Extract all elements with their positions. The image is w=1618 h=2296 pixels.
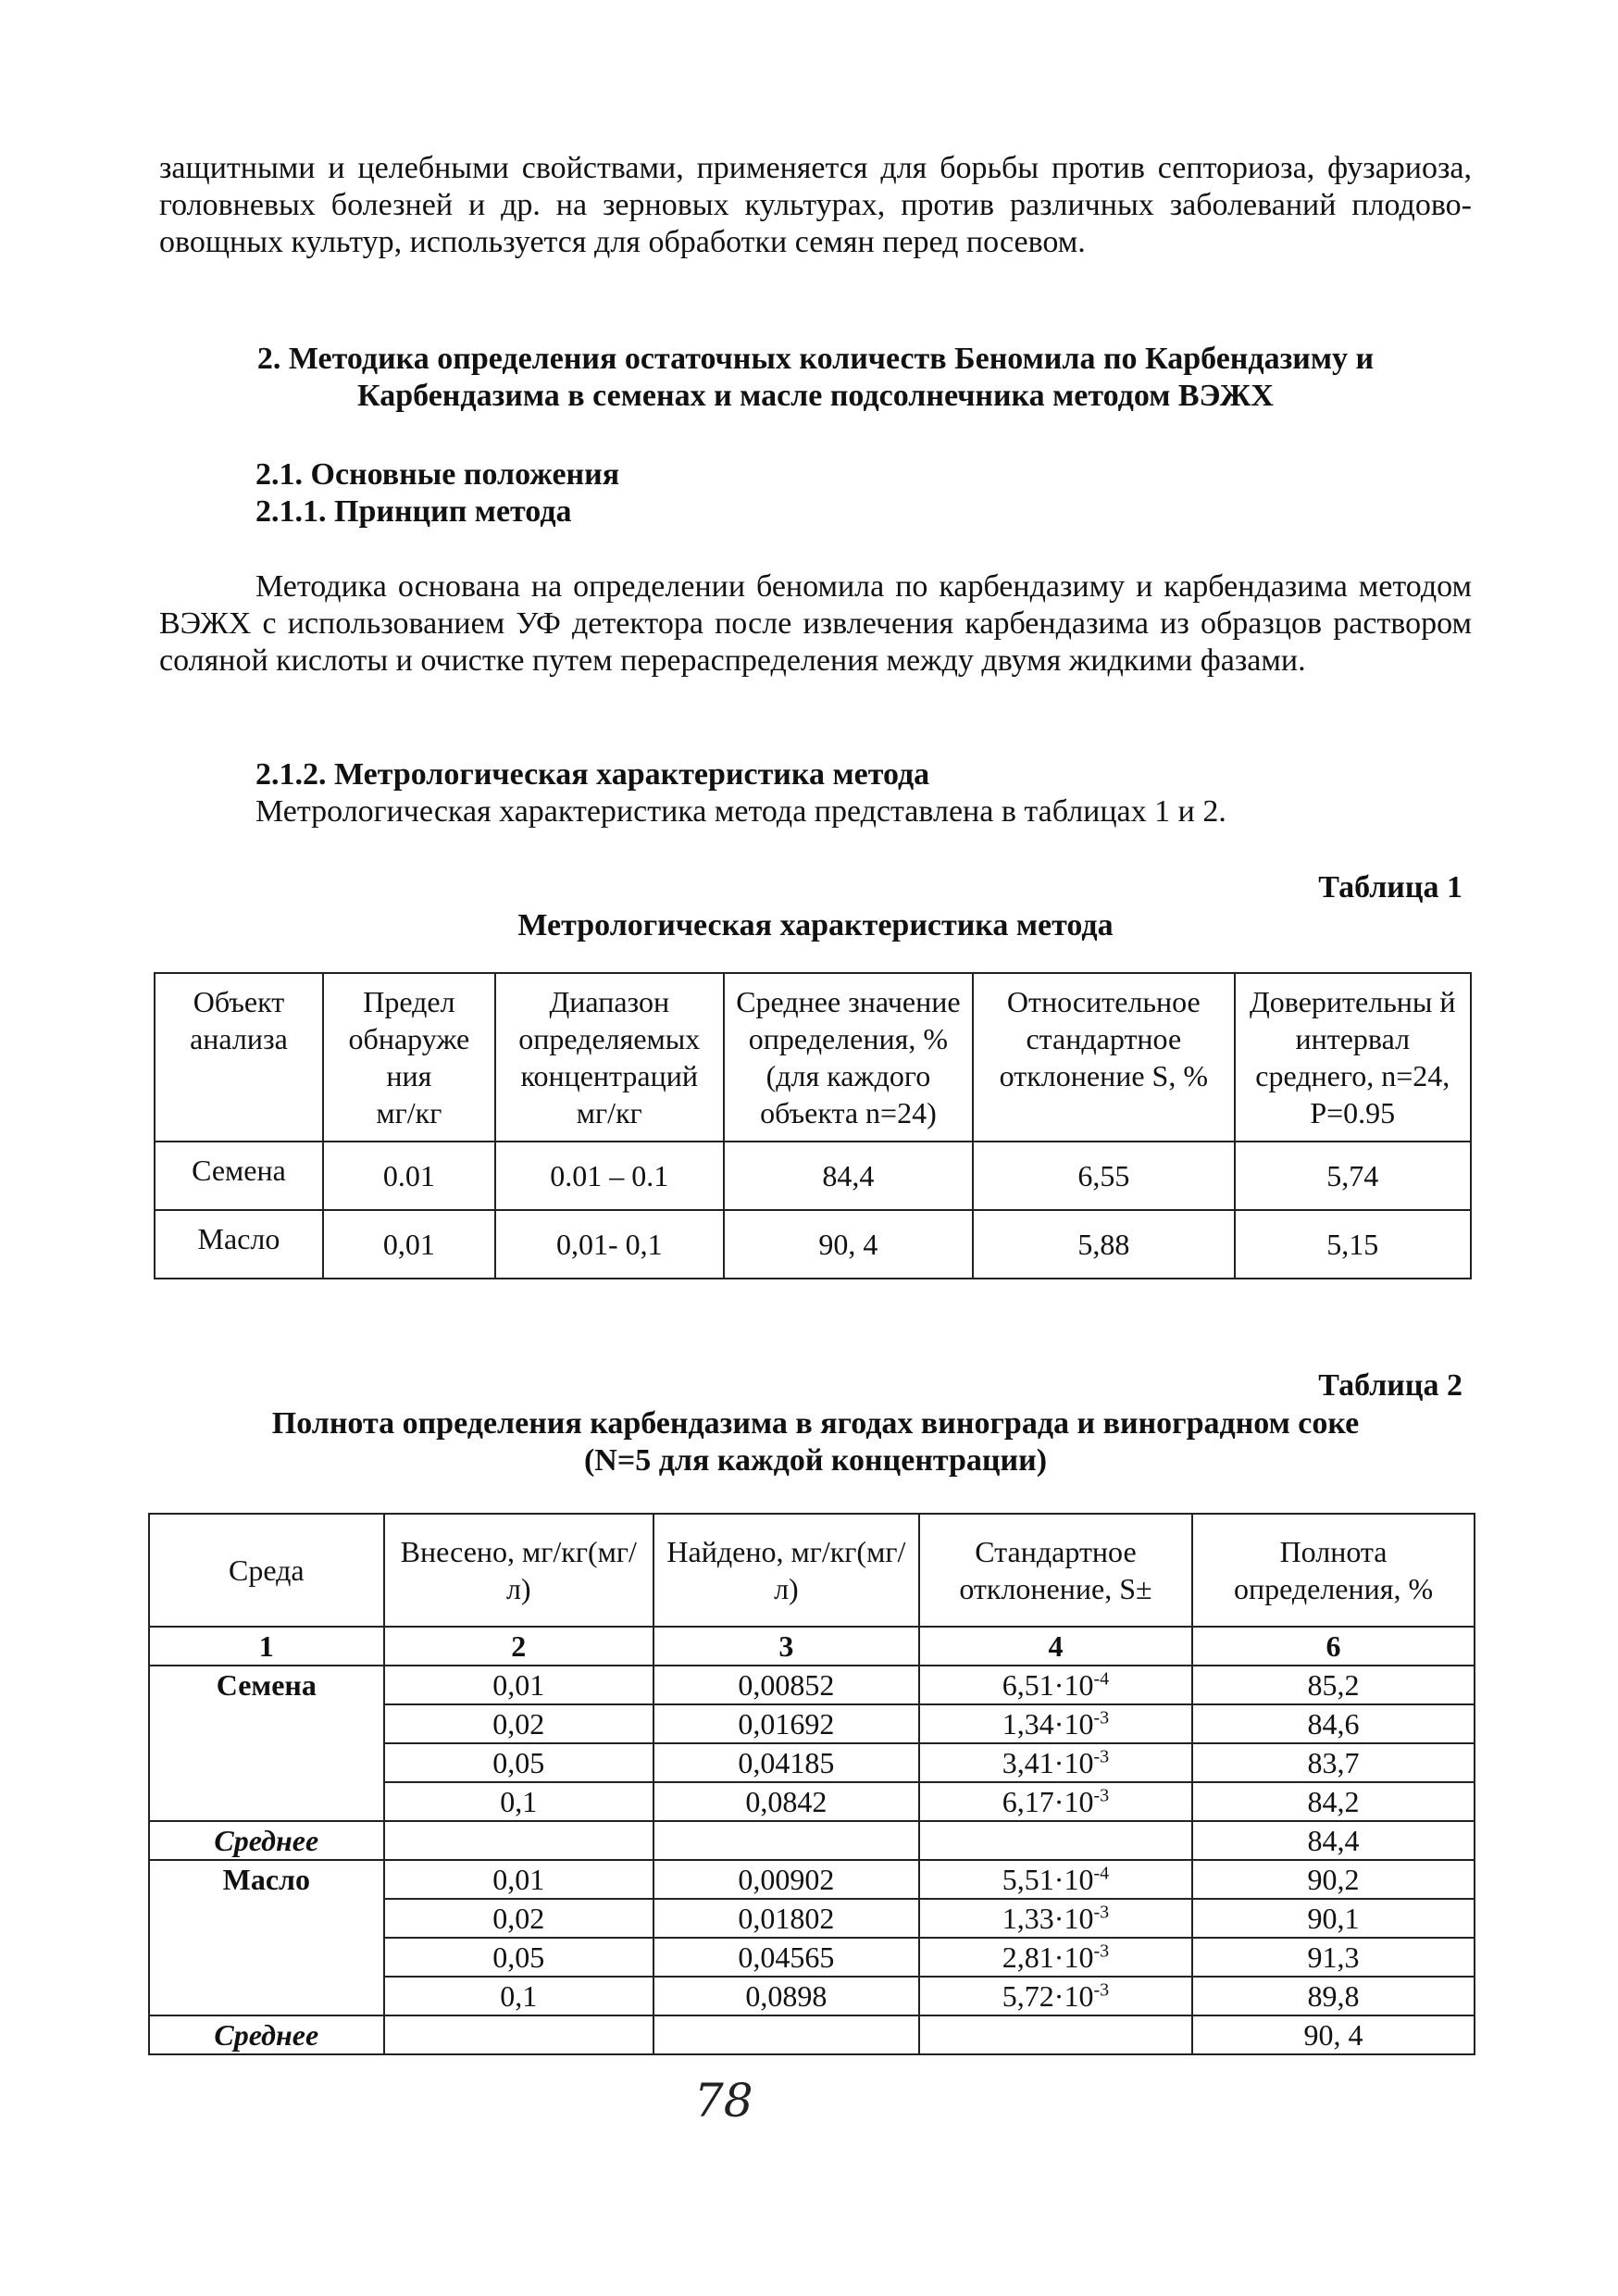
table1-label: Таблица 1 <box>1318 870 1462 905</box>
section-title: 2. Методика определения остаточных количеств Беномила по Карбендазиму и Карбендазима в семенах и масле подсолнечника методом ВЭЖХ <box>256 342 1375 413</box>
table2-cell-added: 0,1 <box>384 1782 653 1821</box>
table2-avg-label: Среднее <box>149 2015 384 2054</box>
table2-header-row <box>149 1514 1475 1627</box>
table2-env-seeds: Семена <box>149 1666 384 1821</box>
sd-mantissa: 2,81·10 <box>1002 1940 1094 1974</box>
sd-exponent: -4 <box>1093 1668 1110 1690</box>
table2-header-found: Найдено, мг/кг(мг/л) <box>653 1514 919 1627</box>
table2-subtitle: (N=5 для каждой концентрации) <box>583 1443 1048 1478</box>
table2-cell-found: 0,00902 <box>653 1860 919 1899</box>
table2-cell-sd <box>919 1938 1192 1977</box>
table2-colnum: 1 <box>149 1627 384 1666</box>
table2-column-numbers-row <box>149 1627 1475 1666</box>
table1-header-row <box>155 973 1471 1142</box>
table1-cell-range: 0,01- 0,1 <box>495 1210 724 1279</box>
table2-cell-recovery: 90,2 <box>1192 1860 1475 1899</box>
subheading-2-1-1: 2.1.1. Принцип метода <box>255 494 572 529</box>
sd-exponent: -3 <box>1093 1979 1110 2001</box>
table2-cell-found: 0,00852 <box>653 1666 919 1704</box>
table1-cell-mean: 84,4 <box>724 1142 973 1210</box>
table2-cell-sd <box>919 1860 1192 1899</box>
table2-header-added: Внесено, мг/кг(мг/л) <box>384 1514 653 1627</box>
sd-exponent: -3 <box>1093 1746 1110 1767</box>
table2-cell-sd <box>919 1782 1192 1821</box>
table1-header-range <box>495 973 724 1142</box>
table2-cell-sd <box>919 1977 1192 2015</box>
table2-row <box>149 1860 1475 1899</box>
table2-cell-found: 0,01802 <box>653 1899 919 1938</box>
table2-cell-added: 0,05 <box>384 1938 653 1977</box>
table1-row <box>155 1210 1471 1279</box>
table2-colnum: 3 <box>653 1627 919 1666</box>
table1-cell-limit: 0,01 <box>323 1210 495 1279</box>
sd-mantissa: 6,17·10 <box>1002 1785 1094 1818</box>
table2-env-oil: Масло <box>149 1860 384 2015</box>
table1-header-mean: Среднее значение определения, % (для каждого объекта n=24) <box>724 973 973 1142</box>
table2-cell-found: 0,0842 <box>653 1782 919 1821</box>
table2-empty-cell <box>384 1821 653 1860</box>
table1-header-limit-text: Предел обнаруже ния <box>348 985 470 1092</box>
table2-colnum: 4 <box>919 1627 1192 1666</box>
table2-empty-cell <box>384 2015 653 2054</box>
table2-empty-cell <box>653 2015 919 2054</box>
table2-cell-sd <box>919 1666 1192 1704</box>
table1-header-limit <box>323 973 495 1142</box>
table2-cell-recovery: 85,2 <box>1192 1666 1475 1704</box>
sd-exponent: -3 <box>1093 1902 1110 1923</box>
table1-header-limit-unit: мг/кг <box>376 1096 442 1129</box>
sd-mantissa: 5,72·10 <box>1002 1979 1094 2013</box>
table2-cell-added: 0,1 <box>384 1977 653 2015</box>
table2-cell-sd <box>919 1899 1192 1938</box>
table2-average-row <box>149 1821 1475 1860</box>
sd-exponent: -3 <box>1093 1940 1110 1962</box>
principle-paragraph: Методика основана на определении беномила по карбендазиму и карбендазима методом ВЭЖХ с использованием УФ детектора после извлечения карбендазима из образцов раствором соляной кислоты и очистке путем перераспределения между двумя жидкими фазами. <box>159 569 1472 678</box>
sd-exponent: -4 <box>1093 1863 1110 1884</box>
table2-cell-sd <box>919 1743 1192 1782</box>
page-number: 78 <box>694 2074 753 2128</box>
table2-cell-recovery: 84,6 <box>1192 1704 1475 1743</box>
table1-header-range-text: Диапазон определяемых концентраций <box>518 985 701 1092</box>
table2-label: Таблица 2 <box>1318 1368 1462 1403</box>
table1-cell-range: 0.01 – 0.1 <box>495 1142 724 1210</box>
table2-cell-added: 0,01 <box>384 1666 653 1704</box>
subheading-2-1: 2.1. Основные положения <box>255 457 620 492</box>
table2-cell-added: 0,05 <box>384 1743 653 1782</box>
table1-cell-ci: 5,74 <box>1235 1142 1471 1210</box>
table2-header-recovery: Полнота определения, % <box>1192 1514 1475 1627</box>
sd-exponent: -3 <box>1093 1785 1110 1806</box>
table2-cell-found: 0,04565 <box>653 1938 919 1977</box>
table1-cell-limit: 0.01 <box>323 1142 495 1210</box>
table2-cell-recovery: 83,7 <box>1192 1743 1475 1782</box>
table1-header-ci: Доверительны й интервал среднего, n=24, P=0.95 <box>1235 973 1471 1142</box>
table1-header-rsd: Относительное стандартное отклонение S, % <box>973 973 1234 1142</box>
table2-cell-recovery: 84,2 <box>1192 1782 1475 1821</box>
table2-row <box>149 1666 1475 1704</box>
table1-cell-mean: 90, 4 <box>724 1210 973 1279</box>
intro-paragraph: защитными и целебными свойствами, применяется для борьбы против септориоза, фузариоза, головневых болезней и др. на зерновых культурах, против различных заболеваний плодово-овощных культур, используется для обработки семян перед посевом. <box>159 151 1472 259</box>
table1-row <box>155 1142 1471 1210</box>
table2-cell-recovery: 89,8 <box>1192 1977 1475 2015</box>
table2-cell-sd <box>919 1704 1192 1743</box>
table2-cell-found: 0,0898 <box>653 1977 919 2015</box>
table2-empty-cell <box>919 2015 1192 2054</box>
table1-cell-rsd: 6,55 <box>973 1142 1234 1210</box>
table2-header-env: Среда <box>149 1514 384 1627</box>
metrology-paragraph: Метрологическая характеристика метода представлена в таблицах 1 и 2. <box>255 794 1226 829</box>
sd-mantissa: 1,34·10 <box>1002 1707 1094 1741</box>
table1-header-object <box>155 973 323 1142</box>
subheading-2-1-2: 2.1.2. Метрологическая характеристика метода <box>255 757 930 792</box>
table2-title: Полнота определения карбендазима в ягодах винограда и виноградном соке <box>271 1406 1360 1441</box>
table2-cell-recovery: 91,3 <box>1192 1938 1475 1977</box>
table2-cell-added: 0,02 <box>384 1899 653 1938</box>
table2-average-row <box>149 2015 1475 2054</box>
sd-mantissa: 6,51·10 <box>1002 1668 1094 1702</box>
table2-avg-value: 84,4 <box>1192 1821 1475 1860</box>
table2-colnum: 2 <box>384 1627 653 1666</box>
table1-cell-object: Масло <box>155 1210 323 1279</box>
table2-cell-found: 0,04185 <box>653 1743 919 1782</box>
table1-cell-ci: 5,15 <box>1235 1210 1471 1279</box>
table2-avg-label: Среднее <box>149 1821 384 1860</box>
sd-mantissa: 5,51·10 <box>1002 1863 1094 1896</box>
table2-colnum: 6 <box>1192 1627 1475 1666</box>
table1-cell-object: Семена <box>155 1142 323 1210</box>
table2-cell-added: 0,02 <box>384 1704 653 1743</box>
table2 <box>148 1513 1475 2055</box>
table2-cell-added: 0,01 <box>384 1860 653 1899</box>
sd-mantissa: 1,33·10 <box>1002 1902 1094 1935</box>
table1-title: Метрологическая характеристика метода <box>517 908 1114 942</box>
table1-header-range-unit: мг/кг <box>576 1096 642 1129</box>
sd-exponent: -3 <box>1093 1707 1110 1728</box>
table2-cell-recovery: 90,1 <box>1192 1899 1475 1938</box>
table2-avg-value: 90, 4 <box>1192 2015 1475 2054</box>
table2-empty-cell <box>653 1821 919 1860</box>
table2-empty-cell <box>919 1821 1192 1860</box>
table1 <box>154 972 1472 1279</box>
table2-header-sd: Стандартное отклонение, S± <box>919 1514 1192 1627</box>
table1-header-object-text: Объект анализа <box>190 985 288 1055</box>
table2-cell-found: 0,01692 <box>653 1704 919 1743</box>
table1-cell-rsd: 5,88 <box>973 1210 1234 1279</box>
sd-mantissa: 3,41·10 <box>1002 1746 1094 1779</box>
